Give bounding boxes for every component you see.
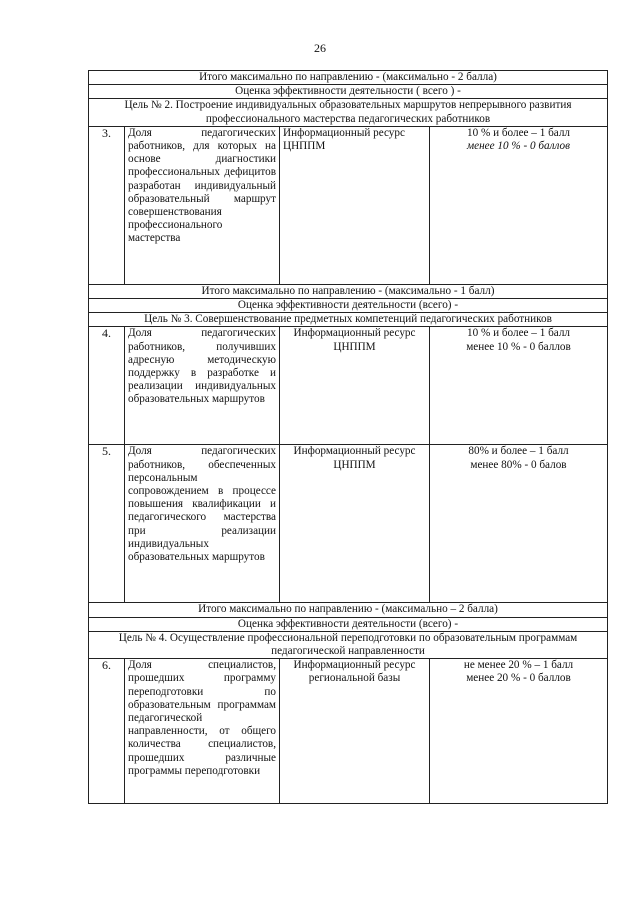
summary-row-eval-3: [89, 617, 608, 631]
summary-eval-2: Оценка эффективности деятельности (всего) -: [89, 299, 608, 313]
goal-row-3: [89, 313, 608, 327]
table-row: [89, 659, 608, 804]
page-number: 26: [314, 41, 326, 55]
result-negative: менее 80% - 0 балов: [470, 458, 567, 471]
goal-row-2: [89, 99, 608, 126]
source-cell: Информационный ресурс ЦНППМ: [280, 445, 430, 603]
row-number: 3.: [89, 126, 125, 284]
result-cell: [430, 126, 608, 284]
summary-max-1: Итого максимально по направлению - (максимально - 2 балла): [89, 71, 608, 85]
goal-4-title: Цель № 4. Осуществление профессиональной переподготовки по образовательным программам педагогической направленности: [89, 631, 608, 658]
summary-row-max-2: [89, 284, 608, 298]
summary-row-max-3: [89, 603, 608, 617]
summary-eval-1: Оценка эффективности деятельности ( всего ) -: [89, 85, 608, 99]
indicator-cell: Доля специалистов, прошедших программу переподготовки по образовательным программам педагогической направленности, от общего количества специалистов, прошедших различные программы переподготовки: [125, 659, 280, 804]
summary-eval-3: Оценка эффективности деятельности (всего) -: [89, 617, 608, 631]
source-cell: Информационный ресурс региональной базы: [280, 659, 430, 804]
row-number: 4.: [89, 327, 125, 445]
source-cell: Информационный ресурс ЦНППМ: [280, 126, 430, 284]
goal-2-title: Цель № 2. Построение индивидуальных образовательных маршрутов непрерывного развития профессионального мастерства педагогических работников: [89, 99, 608, 126]
summary-row-max-1: [89, 71, 608, 85]
summary-row-eval-2: [89, 299, 608, 313]
goal-3-title: Цель № 3. Совершенствование предметных компетенций педагогических работников: [89, 313, 608, 327]
result-negative: менее 20 % - 0 баллов: [466, 672, 571, 685]
result-cell: [430, 445, 608, 603]
row-number: 5.: [89, 445, 125, 603]
result-cell: [430, 327, 608, 445]
result-negative: менее 10 % - 0 баллов: [467, 140, 570, 153]
row-number: 6.: [89, 659, 125, 804]
criteria-table: [88, 70, 608, 804]
table-row: [89, 327, 608, 445]
indicator-cell: Доля педагогических работников, для которых на основе диагностики профессиональных дефицитов разработан индивидуальный образовательный маршрут совершенствования профессионального мастерства: [125, 126, 280, 284]
goal-row-4: [89, 631, 608, 658]
table-row: [89, 126, 608, 284]
result-cell: [430, 659, 608, 804]
table-row: [89, 445, 608, 603]
result-positive: 80% и более – 1 балл: [468, 445, 569, 458]
summary-max-2: Итого максимально по направлению - (максимально - 1 балл): [89, 284, 608, 298]
summary-max-3: Итого максимально по направлению - (максимально – 2 балла): [89, 603, 608, 617]
result-positive: не менее 20 % – 1 балл: [463, 659, 574, 672]
summary-row-eval-1: [89, 85, 608, 99]
source-cell: Информационный ресурс ЦНППМ: [280, 327, 430, 445]
result-positive: 10 % и более – 1 балл: [466, 126, 571, 139]
indicator-cell: Доля педагогических работников, получивших адресную методическую поддержку в разработке и реализации индивидуальных образовательных маршрутов: [125, 327, 280, 445]
result-negative: менее 10 % - 0 баллов: [466, 340, 571, 353]
indicator-cell: Доля педагогических работников, обеспеченных персональным сопровождением в процессе повышения квалификации и педагогического мастерства при реализации индивидуальных образовательных маршрутов: [125, 445, 280, 603]
result-positive: 10 % и более – 1 балл: [466, 327, 571, 340]
